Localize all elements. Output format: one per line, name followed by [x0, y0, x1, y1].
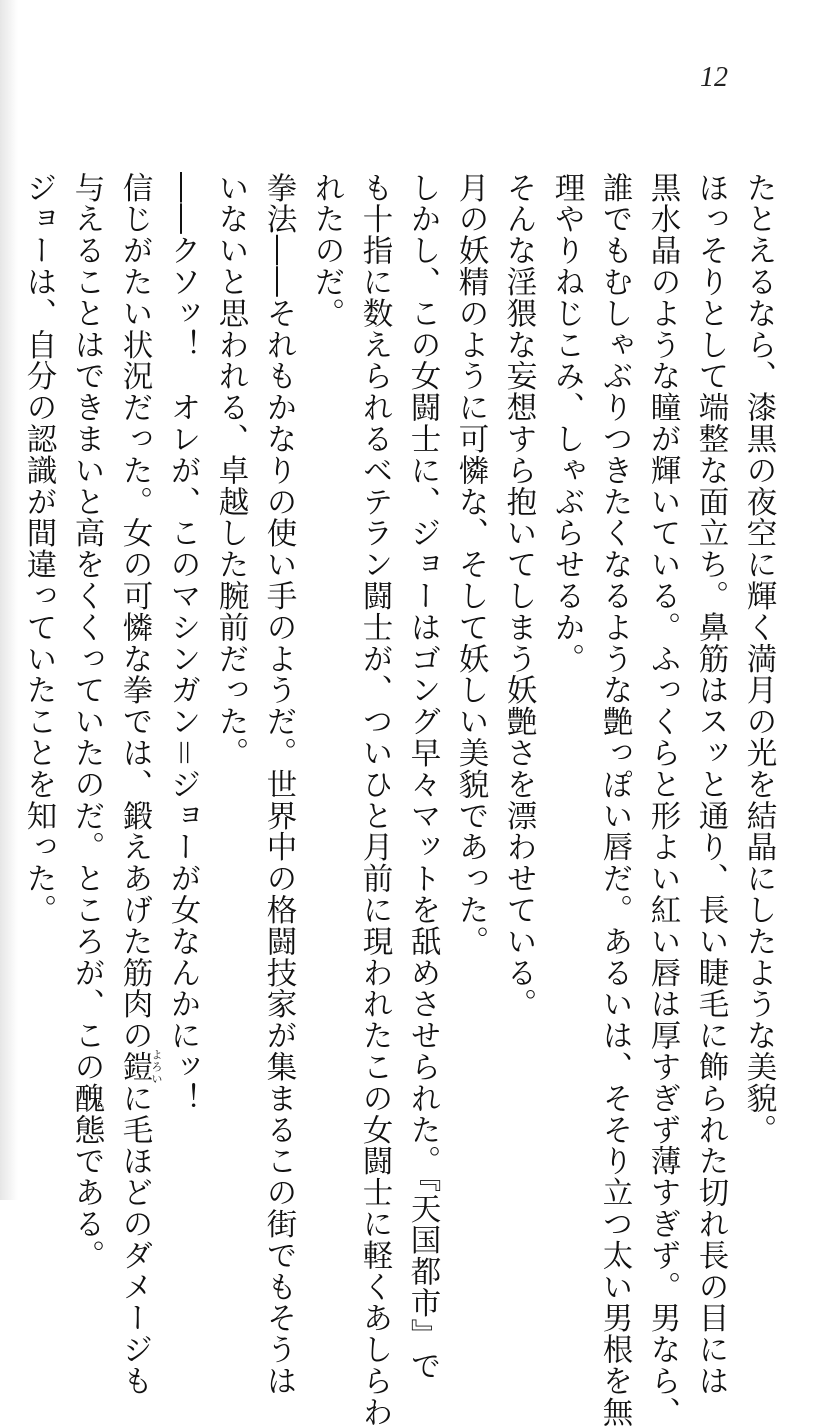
text-line-1: たとえるなら、漆黒の夜空に輝く満月の光を結晶にしたような美貌。	[741, 172, 776, 1146]
text-line-13: ――クソッ！ オレが、このマシンガン＝ジョーが女なんかにッ！	[165, 172, 200, 1114]
text-line-5: 理やりねじこみ、しゃぶらせるか。	[549, 172, 584, 675]
text-line-9: も十指に数えられるベテラン闘士が、ついひと月前に現われたこの女闘士に軽くあしらわ	[357, 172, 392, 1428]
text-line-14-rest: に毛ほどのダメージも	[117, 1082, 152, 1397]
text-line-2: ほっそりとして端整な面立ち。鼻筋はスッと通り、長い睫毛に飾られた切れ長の目には	[693, 172, 728, 1397]
ruby-annotation	[117, 1049, 163, 1085]
ruby-base: 鎧	[117, 1049, 152, 1085]
text-line-3: 黒水晶のような瞳が輝いている。ふっくらと形よい紅い唇は厚すぎず薄すぎず。男なら、	[645, 172, 680, 1428]
text-line-14-main: 信じがたい状況だった。女の可憐な拳では、鍛えあげた筋肉の	[117, 172, 152, 1052]
text-line-6: そんな淫猥な妄想すら抱いてしまう妖艶さを漂わせている。	[501, 172, 536, 1020]
page-number: 12	[700, 62, 728, 93]
ruby-reading: よろい	[150, 1049, 163, 1085]
text-line-12: いないと思われる、卓越した腕前だった。	[213, 172, 248, 769]
text-line-4: 誰でもむしゃぶりつきたくなるような艶っぽい唇だ。あるいは、そそり立つ太い男根を無	[597, 172, 632, 1428]
text-line-7: 月の妖精のように可憐な、そして妖しい美貌であった。	[453, 172, 488, 957]
text-line-15: 与えることはできまいと高をくくっていたのだ。ところが、この醜態である。	[69, 172, 104, 1271]
page-gutter-shadow	[0, 0, 18, 1200]
text-line-10: れたのだ。	[309, 172, 344, 329]
text-line-11: 拳法――それもかなりの使い手のようだ。世界中の格闘技家が集まるこの街でもそうは	[261, 172, 296, 1397]
text-line-16: ジョーは、自分の認識が間違っていたことを知った。	[21, 172, 56, 926]
text-line-14	[114, 172, 163, 1397]
text-line-8: しかし、この女闘士に、ジョーはゴング早々マットを舐めさせられた。『天国都市』で	[405, 172, 440, 1382]
